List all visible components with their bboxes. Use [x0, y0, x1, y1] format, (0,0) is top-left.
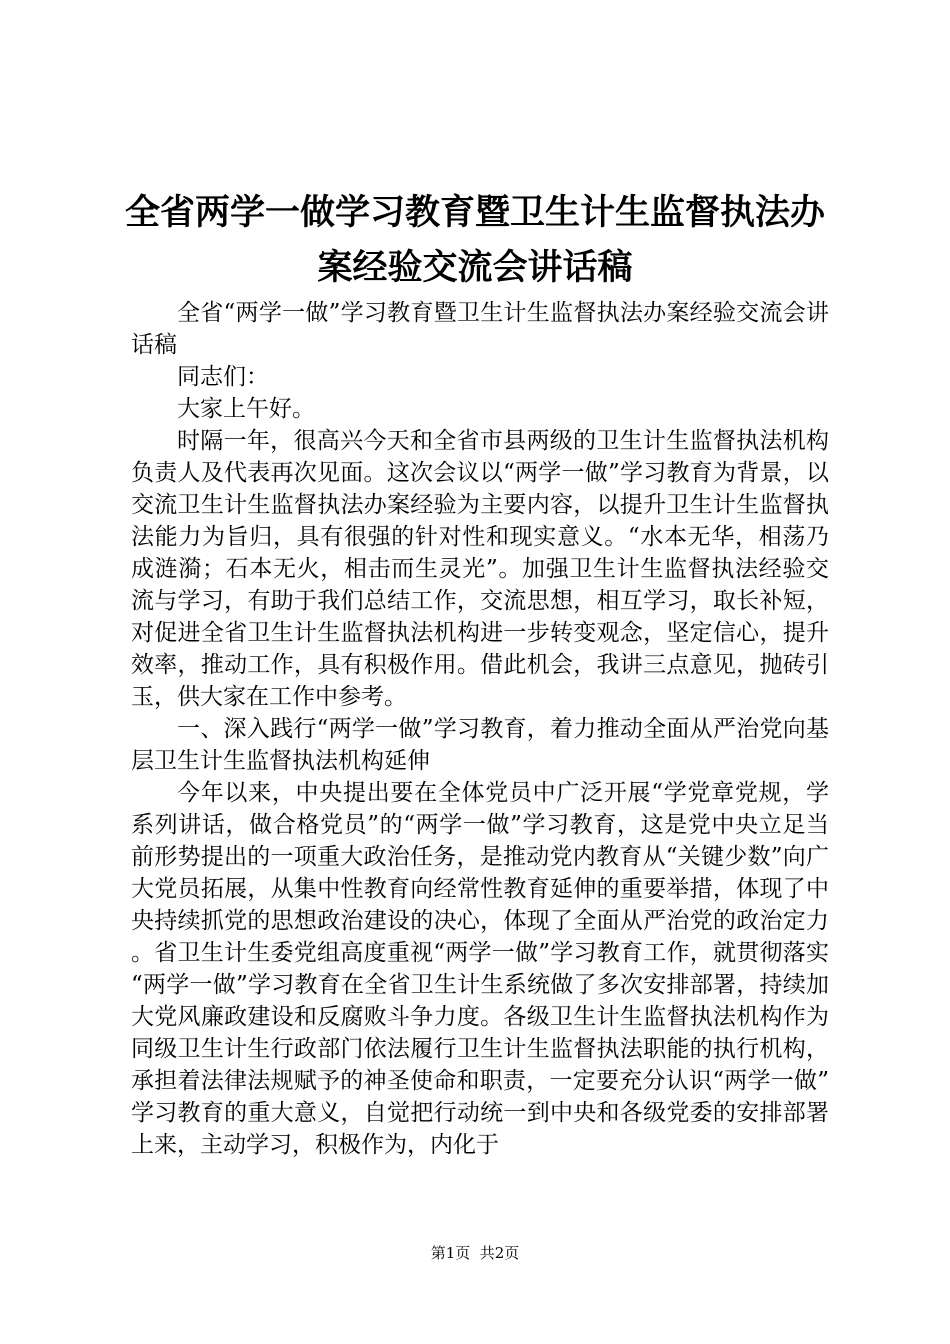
- document-title-line-1: 全省两学一做学习教育暨卫生计生监督执法办: [124, 193, 825, 233]
- section-heading-1: 一、深入践行“两学一做”学习教育，着力推动全面从严治党向基层卫生计生监督执法机构延伸: [131, 716, 829, 774]
- document-body: [131, 297, 829, 1161]
- paragraph-section-1: 今年以来，中央提出要在全体党员中广泛开展“学党章党规，学系列讲话，做合格党员”的“两学一做”学习教育，这是党中央立足当前形势提出的一项重大政治任务，是推动党内教育从“关键少数”向广大党员拓展，从集中性教育向经常性教育延伸的重要举措，体现了中央持续抓党的思想政治建设的决心，体现了全面从严治党的政治定力。省卫生计生委党组高度重视“两学一做”学习教育工作，就贯彻落实“两学一做”学习教育在全省卫生计生系统做了多次安排部署，持续加大党风廉政建设和反腐败斗争力度。各级卫生计生监督执法机构作为同级卫生计生行政部门依法履行卫生计生监督执法职能的执行机构，承担着法律法规赋予的神圣使命和职责，一定要充分认识“两学一做”学习教育的重大意义，自觉把行动统一到中央和各级党委的安排部署上来，主动学习，积极作为，内化于: [131, 780, 829, 1158]
- paragraph-subtitle: 全省“两学一做”学习教育暨卫生计生监督执法办案经验交流会讲话稿: [131, 300, 829, 358]
- paragraph-salutation: 同志们：: [177, 364, 269, 390]
- paragraph-greeting: 大家上午好。: [177, 396, 315, 422]
- page-footer: 第1页 共2页: [430, 1244, 520, 1262]
- paragraph-intro: 时隔一年，很高兴今天和全省市县两级的卫生计生监督执法机构负责人及代表再次见面。这次会议以“两学一做”学习教育为背景，以交流卫生计生监督执法办案经验为主要内容，以提升卫生计生监督执法能力为旨归，具有很强的针对性和现实意义。“水本无华，相荡乃成涟漪；石本无火，相击而生灵光”。加强卫生计生监督执法经验交流与学习，有助于我们总结工作，交流思想，相互学习，取长补短，对促进全省卫生计生监督执法机构进一步转变观念，坚定信心，提升效率，推动工作，具有积极作用。借此机会，我讲三点意见，抛砖引玉，供大家在工作中参考。: [131, 428, 829, 710]
- document-title-line-2: 案经验交流会讲话稿: [317, 248, 633, 288]
